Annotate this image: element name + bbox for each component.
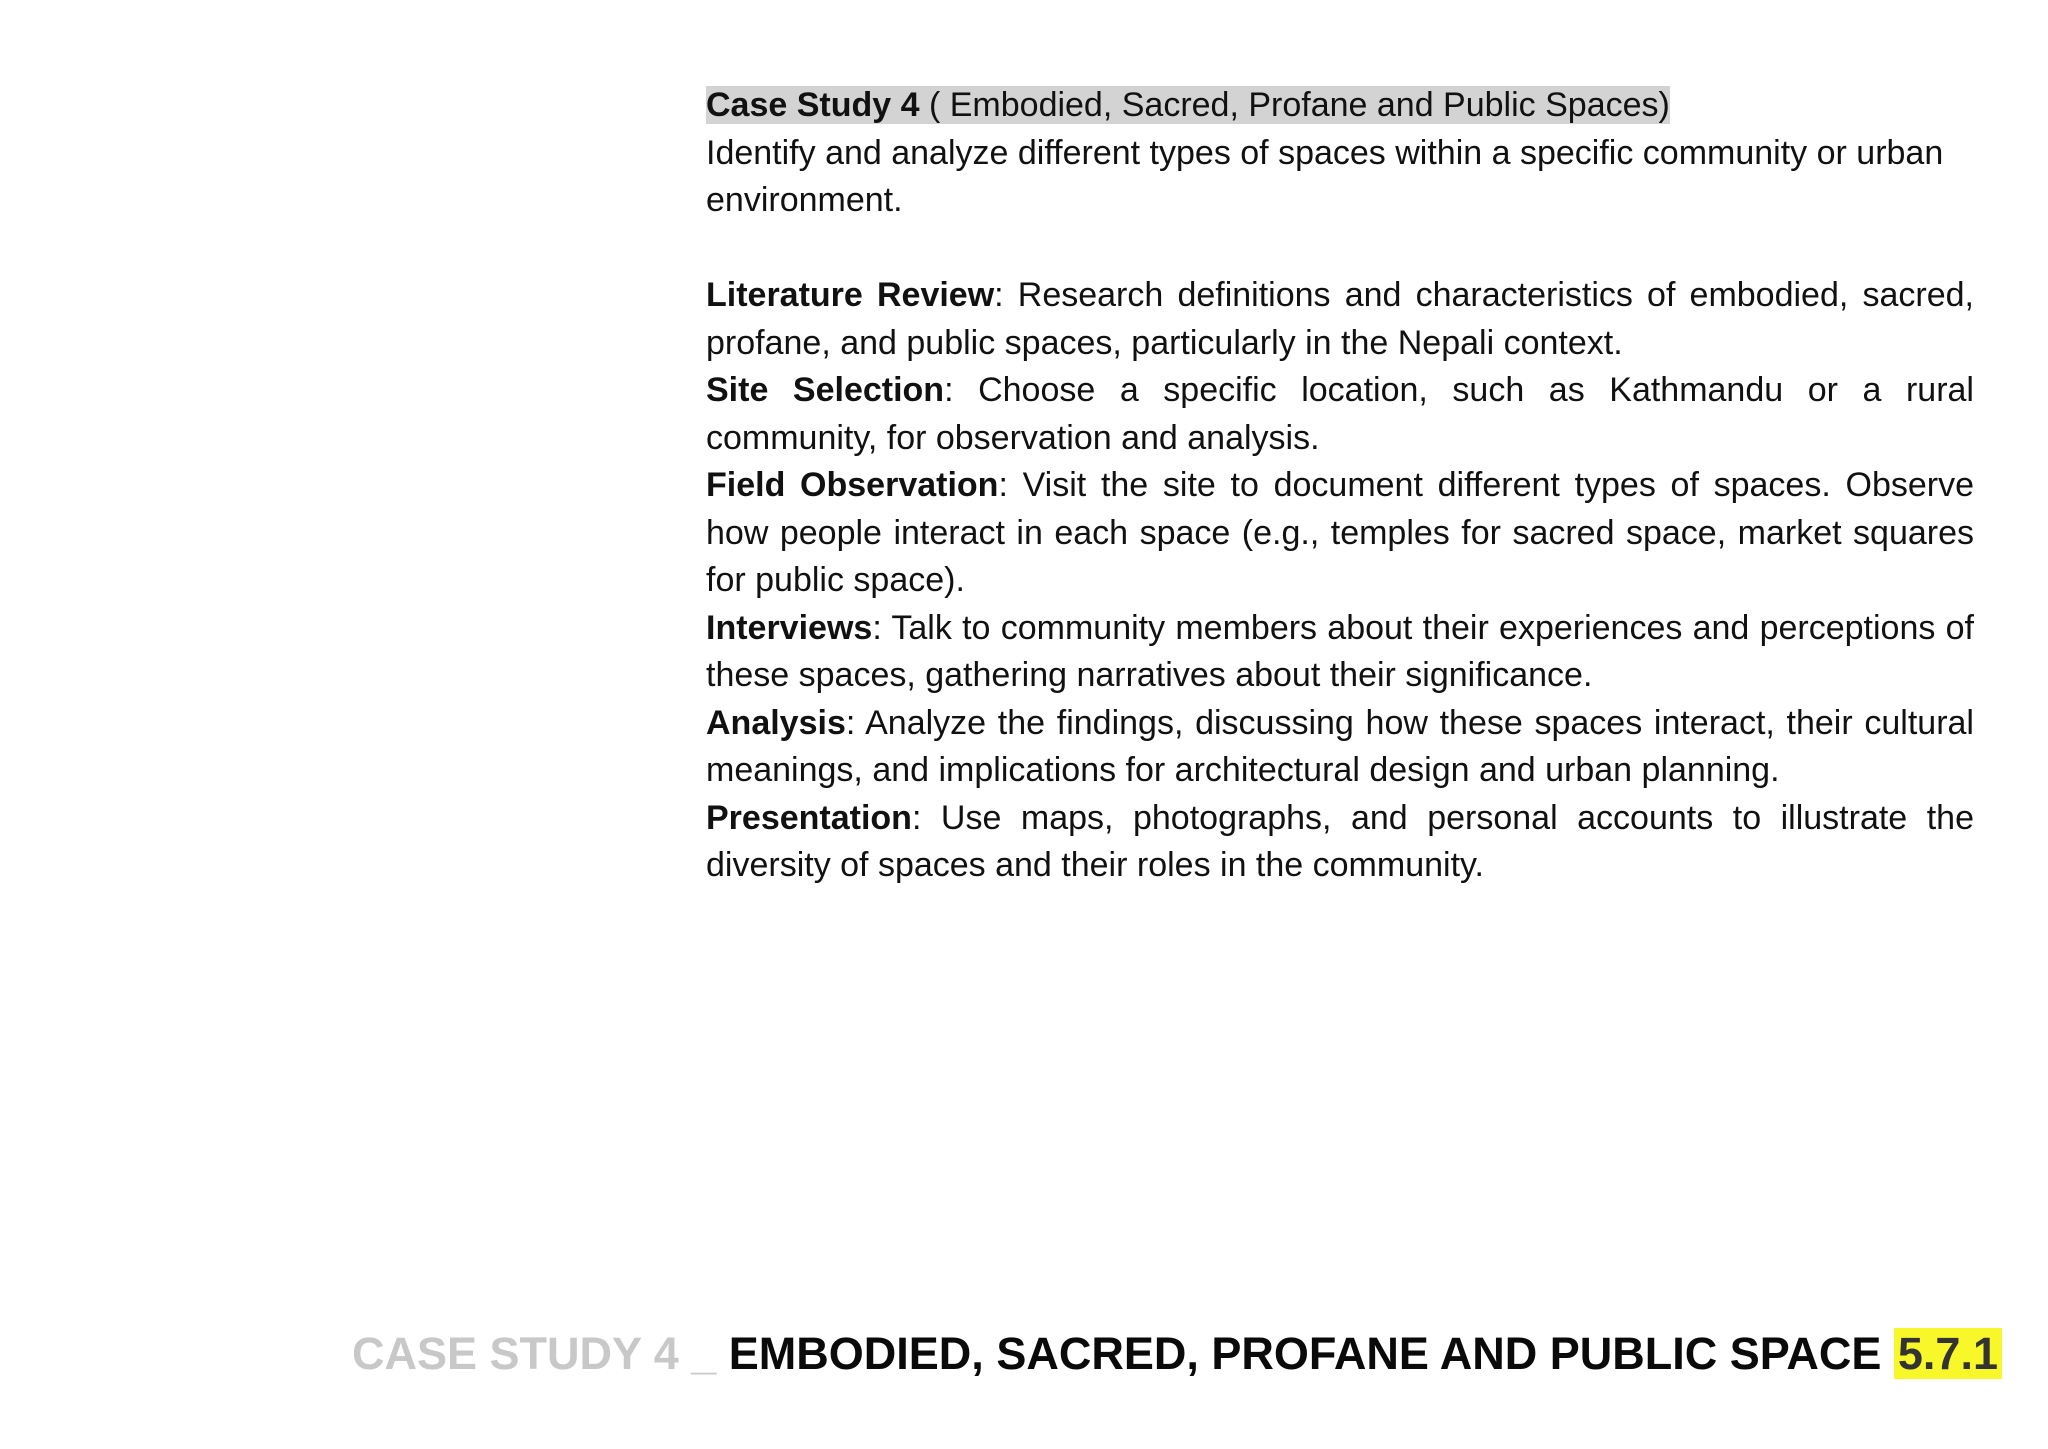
step-presentation: [706, 795, 1974, 890]
footer-prefix: CASE STUDY 4 _: [352, 1328, 729, 1379]
page-footer: [352, 1326, 2002, 1382]
step-text: : Talk to community members about their experiences and perceptions of these spaces, gathering narratives about their significance.: [706, 608, 1974, 694]
step-literature-review: [706, 272, 1974, 367]
heading-highlight: [706, 86, 1670, 124]
footer-title: EMBODIED, SACRED, PROFANE AND PUBLIC SPACE: [728, 1328, 1894, 1379]
step-text: : Use maps, photographs, and personal accounts to illustrate the diversity of spaces and their roles in the community.: [706, 798, 1974, 884]
heading-title: Case Study 4: [706, 86, 920, 124]
heading-subtitle: ( Embodied, Sacred, Profane and Public Spaces): [919, 86, 1670, 124]
step-analysis: [706, 700, 1974, 795]
step-text: : Visit the site to document different types of spaces. Observe how people interact in each space (e.g., temples for sacred space, market squares for public space).: [706, 466, 1974, 599]
step-label: Analysis: [706, 703, 846, 742]
intro-paragraph: Identify and analyze different types of spaces within a specific community or urban environment.: [706, 133, 1944, 219]
step-text: : Research definitions and characteristics of embodied, sacred, profane, and public spaces, particularly in the Nepali context.: [706, 276, 1974, 362]
step-text: : Choose a specific location, such as Kathmandu or a rural community, for observation and analysis.: [706, 371, 1974, 457]
step-interviews: [706, 605, 1974, 700]
case-study-heading: [706, 82, 1974, 130]
page-number: 5.7.1: [1894, 1328, 2002, 1379]
step-site-selection: [706, 367, 1974, 462]
case-study-body: [706, 82, 1974, 890]
step-label: Presentation: [706, 798, 912, 837]
step-label: Interviews: [706, 608, 873, 647]
step-text: : Analyze the findings, discussing how these spaces interact, their cultural meanings, and implications for architectural design and urban planning.: [706, 703, 1974, 789]
step-label: Literature Review: [706, 276, 995, 314]
step-label: Field Observation: [706, 466, 999, 504]
step-field-observation: [706, 462, 1974, 605]
step-label: Site Selection: [706, 371, 945, 409]
